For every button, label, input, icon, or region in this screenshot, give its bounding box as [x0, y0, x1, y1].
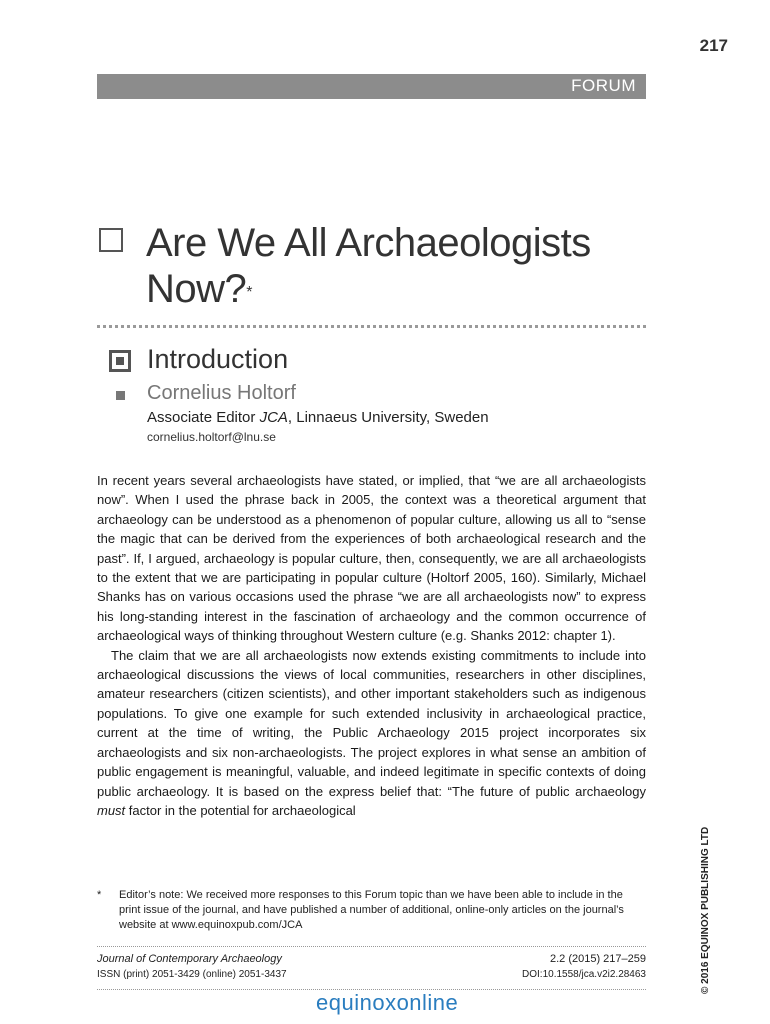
- paragraph-1: In recent years several archaeologists have stated, or implied, that “we are all archaeologists now”. When I used the phrase back in 2005, the context was a theoretical argument that archaeology can be understood as a phenomenon of popular culture, allowing us all to “sense the magic that can be derived from the experiences of both archaeological research and the past”. If, I argued, archaeology is popular culture, then, consequently, we are all archaeologists to the extent that we are participating in popular culture (Holtorf 2005, 160). Similarly, Michael Shanks has on various occasions used the phrase “we are all archaeologists now” to express his long-standing interest in the fascination of archaeology and the common occurrence of archaeological ways of thinking throughout Western culture (e.g. Shanks 2012: chapter 1).: [97, 473, 646, 644]
- article-title-text: Are We All Archaeologists Now?: [146, 221, 591, 311]
- issn: ISSN (print) 2051-3429 (online) 2051-3437: [97, 969, 287, 980]
- footer-divider-top: [97, 946, 646, 947]
- journal-name: Journal of Contemporary Archaeology: [97, 953, 282, 965]
- author-name: Cornelius Holtorf: [147, 382, 296, 404]
- footnote-text: Editor’s note: We received more responses to this Forum topic than we have been able to include in the print issue of the journal, and have published a number of additional, online-only articles on the journal’s website at www.equinoxpub.com/JCA: [119, 889, 624, 931]
- author-bullet-icon: [116, 391, 125, 400]
- affiliation-rest: , Linnaeus University, Sweden: [287, 409, 489, 426]
- footnote: [97, 888, 646, 933]
- forum-label: FORUM: [571, 76, 636, 95]
- paragraph-2: [97, 646, 646, 821]
- article-title: [146, 220, 646, 312]
- paragraph-2-end: factor in the potential for archaeological: [125, 802, 356, 818]
- publisher-logo[interactable]: equinoxonline: [316, 990, 459, 1015]
- page-number: 217: [699, 36, 728, 55]
- doi-label: DOI:: [522, 969, 543, 980]
- section-square-icon: [109, 350, 131, 372]
- paragraph-2-emphasis: must: [97, 802, 126, 818]
- author-email[interactable]: cornelius.holtorf@lnu.se: [147, 430, 276, 444]
- affiliation-prefix: Associate Editor: [147, 409, 260, 426]
- paragraph-2-start: The claim that we are all archaeologists now extends existing commitments to include into archaeological discussions the views of local communities, researchers in other disciplines, amateur researchers (citizen scientists), and other important stakeholders such as indigenous populations. To give one example for such extended inclusivity in archaeological practice, current at the time of writing, the Public Archaeology 2015 project incorporates six archaeologists and six non-archaeologists. The project explores in what sense an ambition of public engagement is meaningful, valuable, and indeed legitimate in specific contexts of doing public archaeology. It is based on the express belief that: “The future of public archaeology: [97, 647, 646, 799]
- doi[interactable]: [522, 969, 646, 980]
- title-footnote-mark[interactable]: *: [246, 284, 252, 301]
- affiliation-journal: JCA: [259, 409, 288, 426]
- title-square-icon: [99, 228, 123, 252]
- footnote-mark: *: [97, 889, 102, 901]
- title-divider: [97, 325, 646, 328]
- section-title: Introduction: [147, 344, 289, 374]
- volume-info: 2.2 (2015) 217–259: [549, 953, 646, 965]
- doi-value[interactable]: 10.1558/jca.v2i2.28463: [542, 969, 646, 980]
- forum-banner: [97, 74, 646, 99]
- article-body: [97, 471, 646, 820]
- author-affiliation: [147, 409, 489, 426]
- copyright-notice: © 2016 EQUINOX PUBLISHING LTD: [700, 826, 711, 994]
